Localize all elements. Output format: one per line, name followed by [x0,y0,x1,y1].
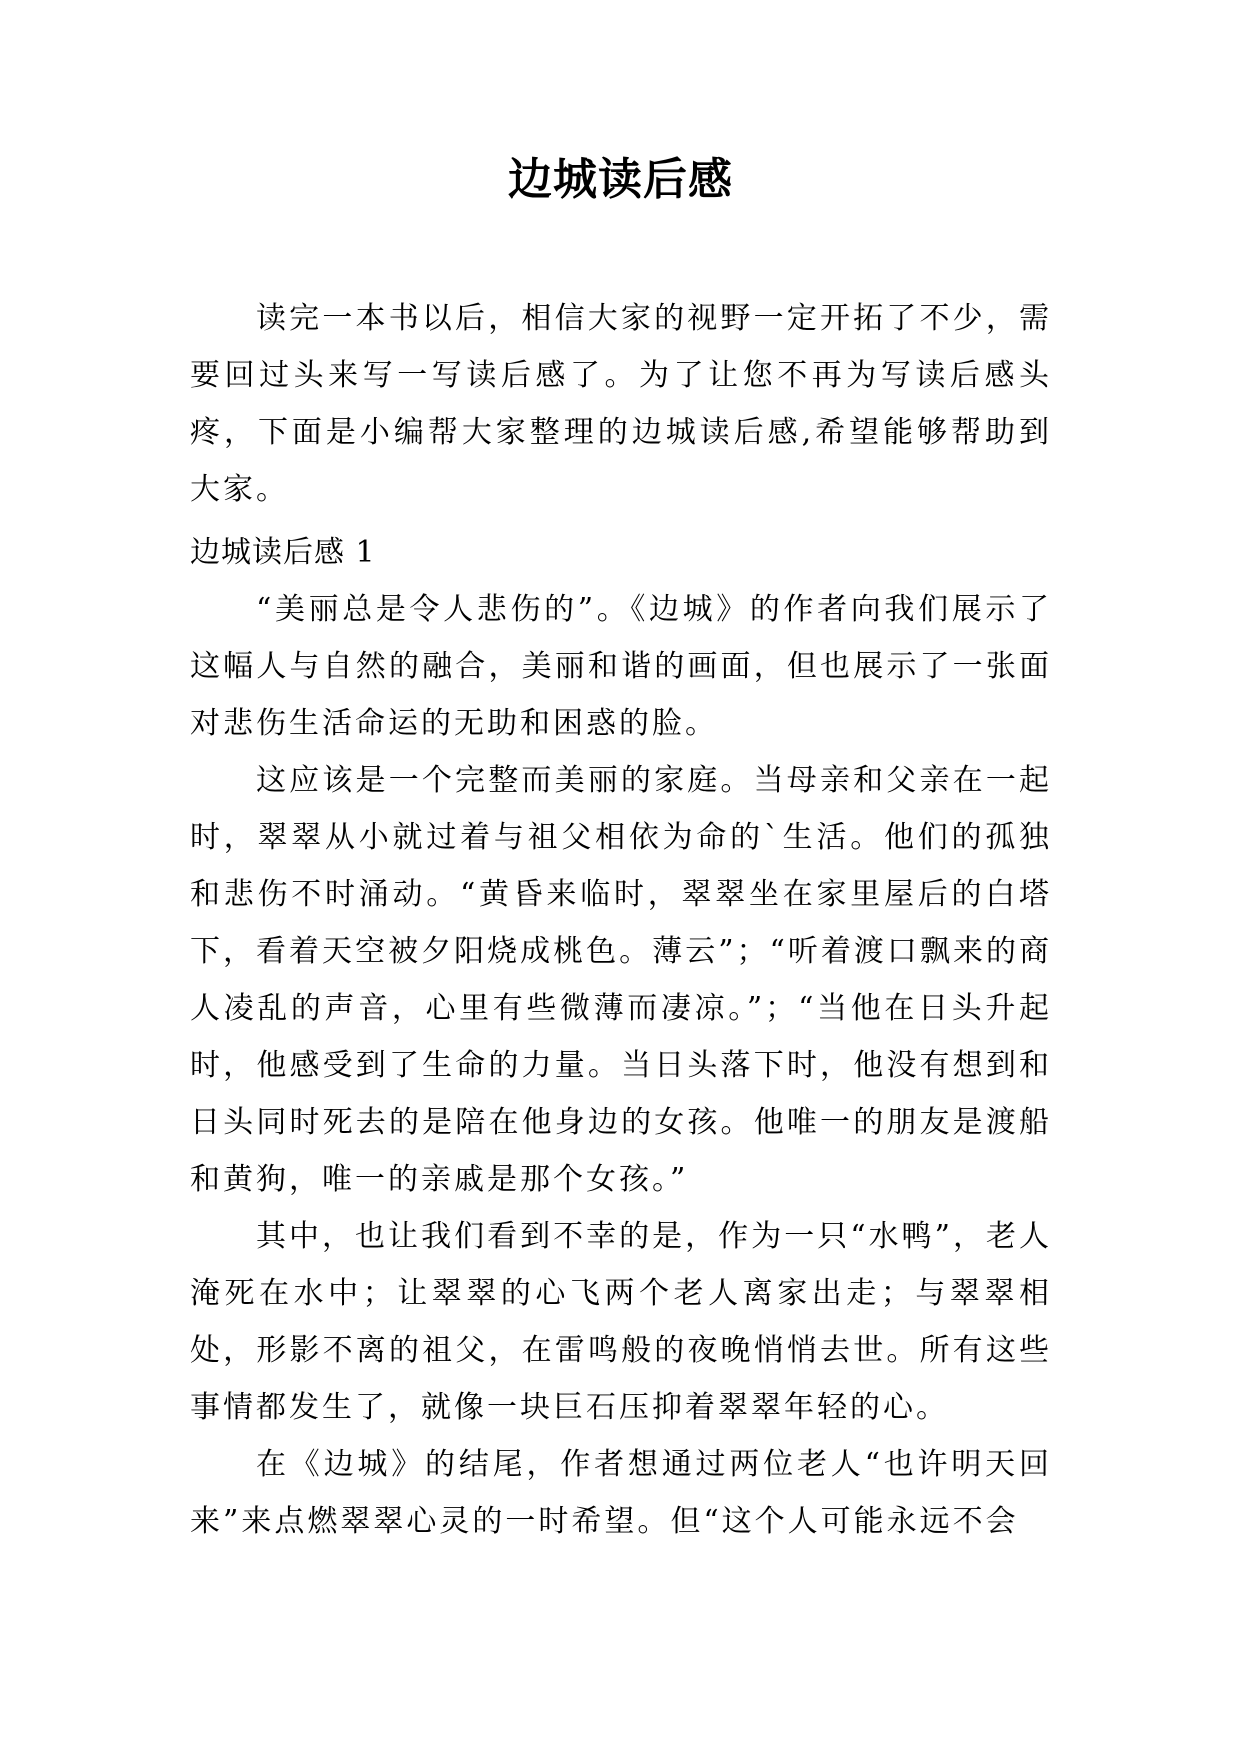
intro-paragraph: 读完一本书以后，相信大家的视野一定开拓了不少，需要回过头来写一写读后感了。为了让您不再为写读后感头疼，下面是小编帮大家整理的边城读后感,希望能够帮助到大家。 [190,301,1052,507]
section-heading: 边城读后感 1 [190,535,376,570]
section-block [190,524,1052,1550]
body-paragraph-1: “美丽总是令人悲伤的”。《边城》的作者向我们展示了这幅人与自然的融合，美丽和谐的画面，但也展示了一张面对悲伤生活命运的无助和困惑的脸。 [190,592,1052,741]
intro-block [190,290,1052,518]
body-paragraph-3: 其中，也让我们看到不幸的是，作为一只“水鸭”，老人淹死在水中；让翠翠的心飞两个老人离家出走；与翠翠相处，形影不离的祖父，在雷鸣般的夜晚悄悄去世。所有这些事情都发生了，就像一块巨石压抑着翠翠年轻的心。 [190,1219,1052,1425]
document-title: 边城读后感 [508,154,733,205]
body-paragraph-4: 在《边城》的结尾，作者想通过两位老人“也许明天回来”来点燃翠翠心灵的一时希望。但“这个人可能永远不会 [190,1447,1052,1539]
body-paragraph-2: 这应该是一个完整而美丽的家庭。当母亲和父亲在一起时，翠翠从小就过着与祖父相依为命的`生活。他们的孤独和悲伤不时涌动。“黄昏来临时，翠翠坐在家里屋后的白塔下，看着天空被夕阳烧成桃色。薄云”；“听着渡口飘来的商人凌乱的声音，心里有些微薄而凄凉。”；“当他在日头升起时，他感受到了生命的力量。当日头落下时，他没有想到和日头同时死去的是陪在他身边的女孩。他唯一的朋友是渡船和黄狗，唯一的亲戚是那个女孩。” [190,763,1052,1197]
